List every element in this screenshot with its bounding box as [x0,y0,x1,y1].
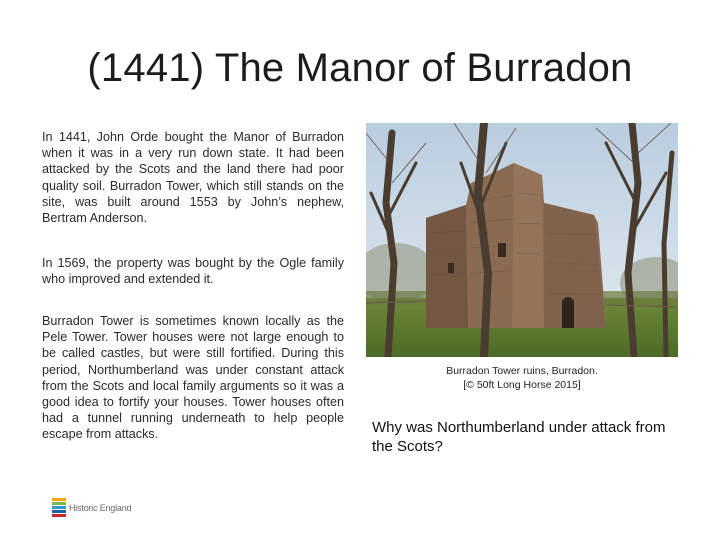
logo-text: Historic England [69,503,132,513]
paragraph-orde-purchase: In 1441, John Orde bought the Manor of Burradon when it was in a very run down state. It had been attacked by the Scots and the land there had poor quality soil. Burradon Tower, which still stands on the site, was built around 1553 by John’s nephew, Bertram Anderson. [42,130,344,226]
discussion-question: Why was Northumberland under attack from the Scots? [372,419,666,455]
historic-england-logo [52,497,131,519]
slide-title: (1441) The Manor of Burradon [87,46,633,90]
historic-england-logo-icon [52,498,66,518]
burradon-tower-photo [366,123,678,357]
caption-title: Burradon Tower ruins, Burradon. [446,365,598,377]
photo-caption [366,364,678,392]
caption-credit: [© 50ft Long Horse 2015] [463,379,581,391]
paragraph-pele-tower: Burradon Tower is sometimes known locally as the Pele Tower. Tower houses were not large enough to be called castles, but were still fortified. During this period, Northumberland was under constant attack from the Scots and local family arguments so it was a good idea to fortify your houses. Tower houses often had a tunnel running underneath to help people escape from attacks. [42,314,344,442]
paragraph-ogle-family: In 1569, the property was bought by the Ogle family who improved and extended it. [42,256,344,287]
